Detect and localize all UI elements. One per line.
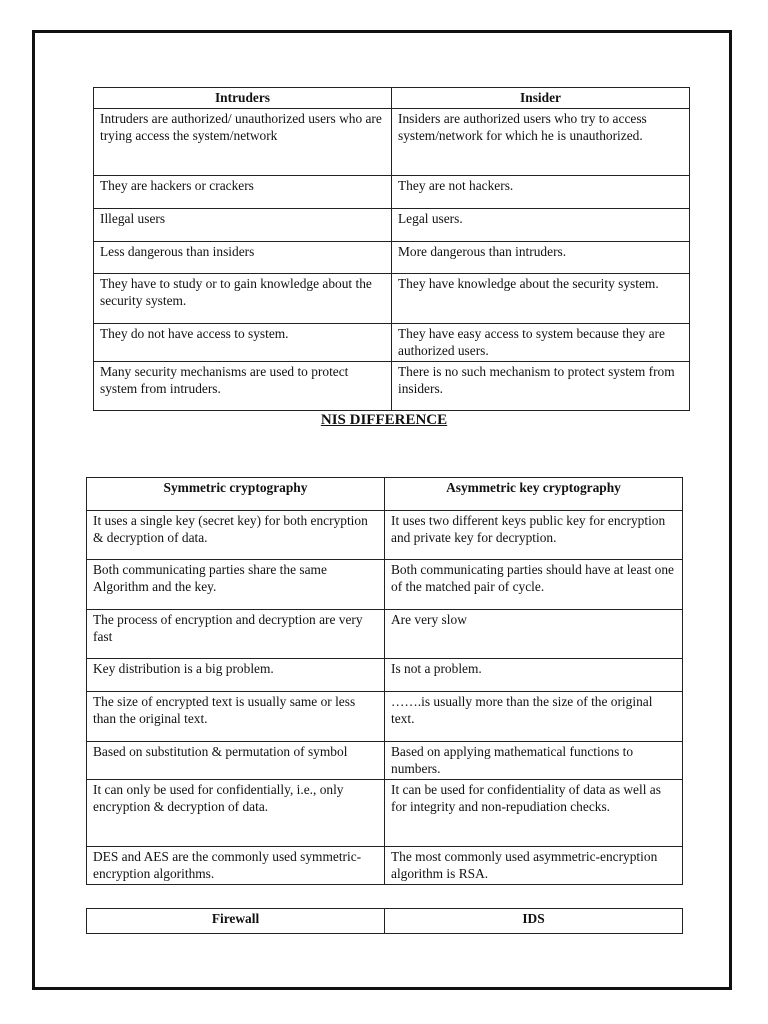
table-row	[94, 362, 690, 411]
table-row	[87, 692, 683, 742]
table-cell: Both communicating parties share the same Algorithm and the key.	[87, 560, 385, 610]
table-cell: Insiders are authorized users who try to access system/network for which he is unauthorized.	[392, 109, 690, 176]
table-row	[87, 511, 683, 560]
table-header-row	[87, 478, 683, 511]
table-cell: More dangerous than intruders.	[392, 242, 690, 274]
table-cell: …….is usually more than the size of the original text.	[385, 692, 683, 742]
table-cell: Is not a problem.	[385, 659, 683, 692]
table-header-row	[87, 909, 683, 934]
section-heading: NIS DIFFERENCE	[320, 412, 448, 428]
table-row	[94, 324, 690, 362]
table-row	[87, 847, 683, 885]
column-header-ids: IDS	[385, 909, 683, 934]
table-cell: They are not hackers.	[392, 176, 690, 209]
table-cell: They do not have access to system.	[94, 324, 392, 362]
table-cell: Based on substitution & permutation of symbol	[87, 742, 385, 780]
table-cell: Are very slow	[385, 610, 683, 659]
table-cell: Both communicating parties should have at least one of the matched pair of cycle.	[385, 560, 683, 610]
table-row	[87, 780, 683, 847]
column-header-asymmetric: Asymmetric key cryptography	[385, 478, 683, 511]
table-cell: Less dangerous than insiders	[94, 242, 392, 274]
table-cell: They have easy access to system because they are authorized users.	[392, 324, 690, 362]
table-row	[94, 209, 690, 242]
symmetric-vs-asymmetric-table	[86, 477, 683, 885]
table-row	[94, 242, 690, 274]
table-cell: It uses two different keys public key for encryption and private key for decryption.	[385, 511, 683, 560]
table-cell: The most commonly used asymmetric-encryption algorithm is RSA.	[385, 847, 683, 885]
table-cell: Intruders are authorized/ unauthorized users who are trying access the system/network	[94, 109, 392, 176]
table-row	[87, 742, 683, 780]
table-cell: The process of encryption and decryption are very fast	[87, 610, 385, 659]
column-header-insider: Insider	[392, 88, 690, 109]
table-row	[87, 659, 683, 692]
table-cell: Based on applying mathematical functions to numbers.	[385, 742, 683, 780]
firewall-vs-ids-table	[86, 908, 683, 934]
table-cell: Key distribution is a big problem.	[87, 659, 385, 692]
table-cell: They have to study or to gain knowledge about the security system.	[94, 274, 392, 324]
column-header-intruders: Intruders	[94, 88, 392, 109]
table-cell: There is no such mechanism to protect system from insiders.	[392, 362, 690, 411]
table-header-row	[94, 88, 690, 109]
table-row	[94, 109, 690, 176]
table-row	[87, 610, 683, 659]
table-cell: They are hackers or crackers	[94, 176, 392, 209]
table-row	[87, 560, 683, 610]
table-cell: Illegal users	[94, 209, 392, 242]
table-cell: Legal users.	[392, 209, 690, 242]
column-header-firewall: Firewall	[87, 909, 385, 934]
table-cell: DES and AES are the commonly used symmetric-encryption algorithms.	[87, 847, 385, 885]
table-cell: The size of encrypted text is usually same or less than the original text.	[87, 692, 385, 742]
table-cell: It can only be used for confidentially, i.e., only encryption & decryption of data.	[87, 780, 385, 847]
table-cell: They have knowledge about the security system.	[392, 274, 690, 324]
table-row	[94, 274, 690, 324]
table-cell: It can be used for confidentiality of data as well as for integrity and non-repudiation checks.	[385, 780, 683, 847]
column-header-symmetric: Symmetric cryptography	[87, 478, 385, 511]
table-cell: Many security mechanisms are used to protect system from intruders.	[94, 362, 392, 411]
table-cell: It uses a single key (secret key) for both encryption & decryption of data.	[87, 511, 385, 560]
intruders-vs-insider-table	[93, 87, 690, 411]
table-row	[94, 176, 690, 209]
